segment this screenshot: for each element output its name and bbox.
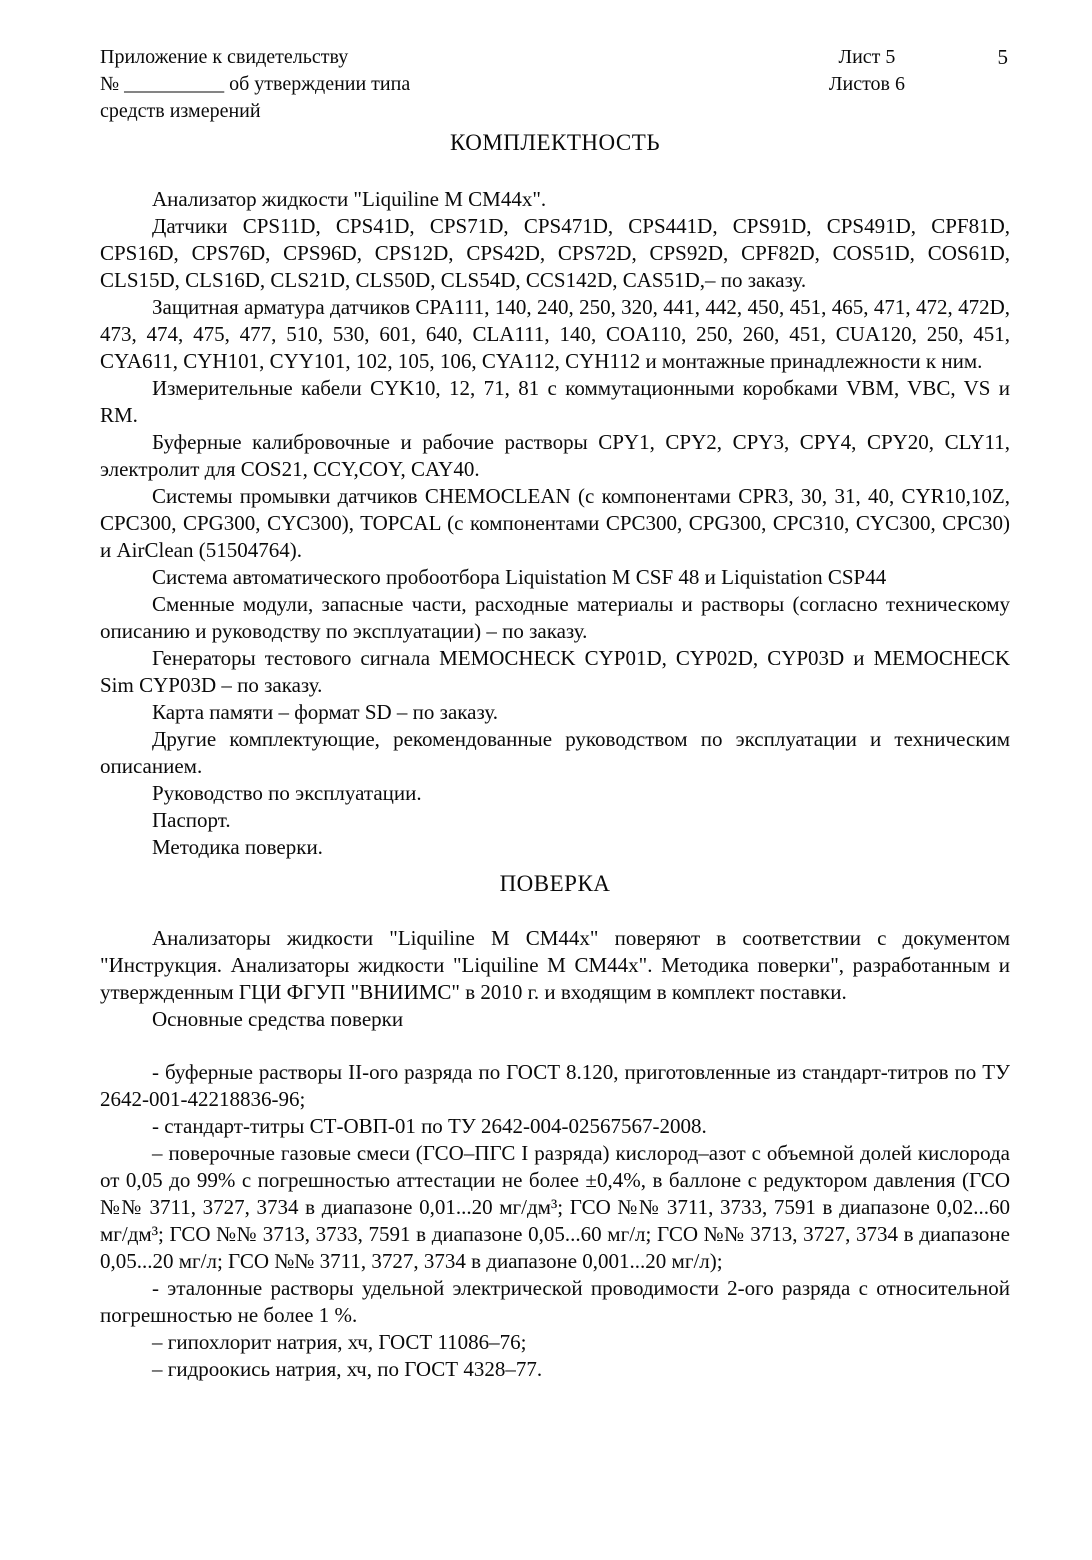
paragraph-sodium-hypochlorite: – гипохлорит натрия, хч, ГОСТ 11086–76; bbox=[152, 1330, 527, 1354]
sheets-total-label: Листов 6 bbox=[828, 73, 905, 95]
appendix-line-1: Приложение к свидетельству bbox=[100, 46, 349, 68]
paragraph-analyzer: Анализатор жидкости "Liquiline M CM44x". bbox=[152, 187, 547, 211]
paragraph-cleaning-systems: Системы промывки датчиков CHEMOCLEAN (с компонентами CPR3, 30, 31, 40, CYR10,10Z, CPC300, CPG300, CYC300), TOPCAL (с компонентами CPC300, CPG300, CPC310, CYC300, CPC30) и AirClean (51504764). bbox=[100, 484, 1010, 562]
paragraph-passport: Паспорт. bbox=[152, 808, 231, 832]
section-title-komplektnost: КОМПЛЕКТНОСТЬ bbox=[449, 130, 661, 155]
section-poverka bbox=[100, 869, 1010, 1383]
paragraph-buffer-solutions-gost: - буферные растворы II-ого разряда по ГОСТ 8.120, приготовленные из стандарт-титров по ТУ 2642-001-42218836-96; bbox=[100, 1060, 1010, 1111]
paragraph-standard-titres: - стандарт-титры СТ-ОВП-01 по ТУ 2642-004-02567567-2008. bbox=[152, 1114, 707, 1138]
paragraph-operating-manual: Руководство по эксплуатации. bbox=[152, 781, 422, 805]
paragraph-memory-card: Карта памяти – формат SD – по заказу. bbox=[152, 700, 498, 724]
appendix-line-2: № __________ об утверждении типа bbox=[100, 73, 411, 95]
paragraph-conductivity-solutions: - эталонные растворы удельной электрической проводимости 2-ого разряда с относительной погрешностью не более 1 %. bbox=[100, 1276, 1010, 1327]
paragraph-verification-intro: Анализаторы жидкости "Liquiline M CM44x" поверяют в соответствии с документом "Инструкция. Анализаторы жидкости "Liquiline M CM44x". Методика поверки", разработанным и утвержденным ГЦИ ФГУП "ВНИИМС" в 2010 г. и входящим в комплект поставки. bbox=[100, 926, 1010, 1004]
paragraph-measuring-cables: Измерительные кабели CYK10, 12, 71, 81 с коммутационными коробками VBM, VBC, VS и RM. bbox=[100, 376, 1010, 427]
appendix-line-3: средств измерений bbox=[100, 100, 261, 122]
section-title-poverka: ПОВЕРКА bbox=[499, 871, 611, 896]
paragraph-spare-modules: Сменные модули, запасные части, расходные материалы и растворы (согласно техническому описанию и руководству по эксплуатации) – по заказу. bbox=[100, 592, 1010, 643]
paragraph-sensors: Датчики CPS11D, CPS41D, CPS71D, CPS471D, CPS441D, CPS91D, CPS491D, CPF81D, CPS16D, CPS76D, CPS96D, CPS12D, CPS42D, CPS72D, CPS92D, CPF82D, COS51D, COS61D, CLS15D, CLS16D, CLS21D, CLS50D, CLS54D, CCS142D, CAS51D,– по заказу. bbox=[100, 214, 1010, 292]
paragraph-test-signal-generators: Генераторы тестового сигнала MEMOCHECK CYP01D, CYP02D, CYP03D и MEMOCHECK Sim CYP03D – по заказу. bbox=[100, 646, 1010, 697]
sheet-counter bbox=[829, 44, 905, 98]
document-header bbox=[100, 44, 1010, 128]
paragraph-other-components: Другие комплектующие, рекомендованные руководством по эксплуатации и техническим описанием. bbox=[100, 727, 1010, 778]
section-komplektnost bbox=[100, 128, 1010, 861]
paragraph-buffer-solutions: Буферные калибровочные и рабочие растворы CPY1, CPY2, CPY3, CPY4, CPY20, CLY11, электролит для COS21, CCY,COY, CAY40. bbox=[100, 430, 1010, 481]
page-number: 5 bbox=[997, 45, 1008, 69]
paragraph-gas-mixtures: – поверочные газовые смеси (ГСО–ПГС I разряда) кислород–азот с объемной долей кислорода от 0,05 до 99% с погрешностью аттестации не более ±0,4%, в баллоне с редуктором давления (ГСО №№ 3711, 3727, 3734 в диапазоне 0,01...20 мг/дм³; ГСО №№ 3711, 3733, 7591 в диапазоне 0,02...60 мг/дм³; ГСО №№ 3713, 3733, 7591 в диапазоне 0,05...60 мг/л; ГСО №№ 3713, 3727, 3734 в диапазоне 0,05...20 мг/л; ГСО №№ 3711, 3727, 3734 в диапазоне 0,001...20 мг/л); bbox=[100, 1141, 1010, 1273]
sheet-number-label: Лист 5 bbox=[838, 46, 896, 68]
paragraph-sampling-system: Система автоматического пробоотбора Liquistation M CSF 48 и Liquistation CSP44 bbox=[152, 565, 887, 589]
paragraph-protective-fittings: Защитная арматура датчиков CPA111, 140, 240, 250, 320, 441, 442, 450, 451, 465, 471, 472, 472D, 473, 474, 475, 477, 510, 530, 601, 640, CLA111, 140, COA110, 250, 260, 451, CUA120, 250, 451, CYA611, CYH101, CYY101, 102, 105, 106, CYA112, CYH112 и монтажные принадлежности к ним. bbox=[100, 295, 1010, 373]
paragraph-main-means: Основные средства поверки bbox=[152, 1007, 404, 1031]
paragraph-sodium-hydroxide: – гидроокись натрия, хч, по ГОСТ 4328–77. bbox=[152, 1357, 543, 1381]
paragraph-verification-method: Методика поверки. bbox=[152, 835, 323, 859]
